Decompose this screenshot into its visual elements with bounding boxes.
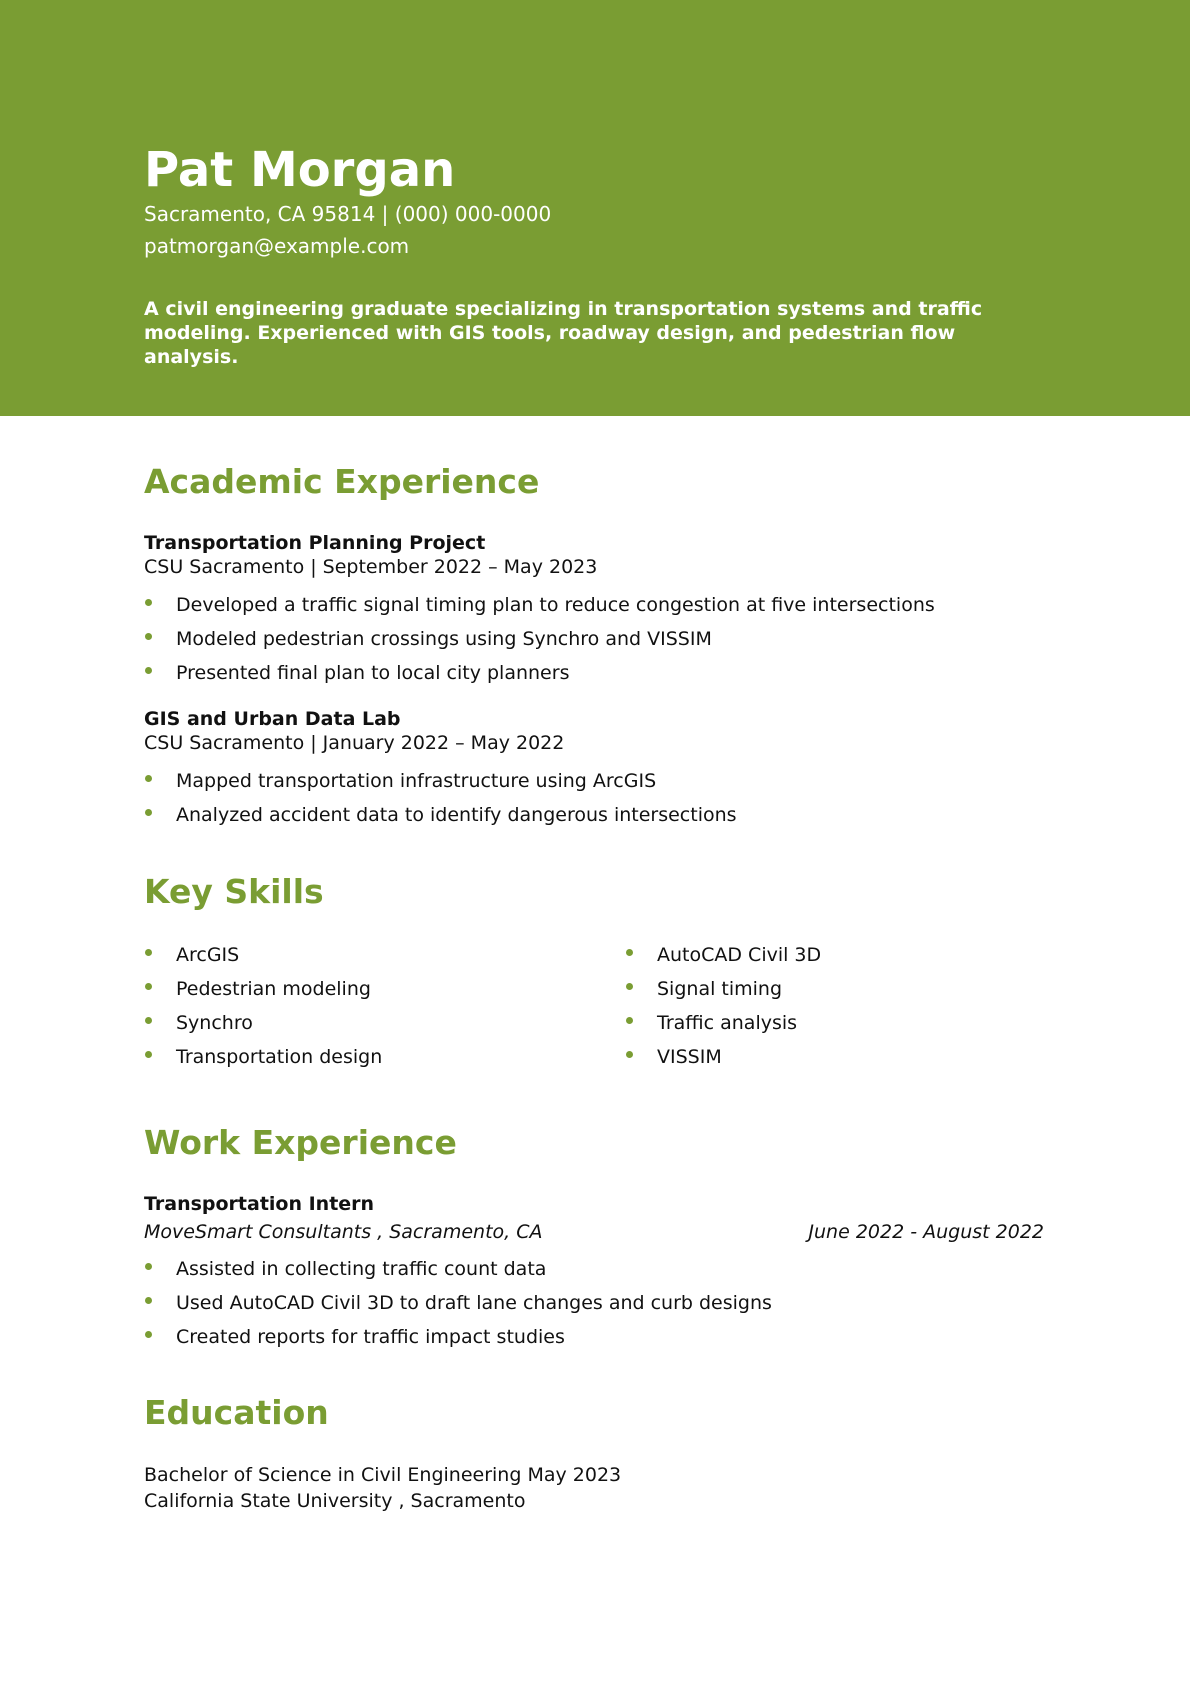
bullet-text: Presented final plan to local city planners — [176, 662, 570, 684]
bullet-icon — [145, 1331, 152, 1338]
section-title-skills: Key Skills — [144, 872, 324, 911]
entry-title: GIS and Urban Data Lab — [144, 708, 401, 730]
bullet-icon — [145, 599, 152, 606]
resume-header — [0, 0, 1190, 416]
bullet-icon — [145, 1051, 152, 1058]
skill-text: Synchro — [176, 1012, 253, 1034]
skill-item — [144, 1006, 382, 1040]
list-item — [144, 656, 935, 690]
list-item — [144, 588, 935, 622]
skill-text: ArcGIS — [176, 944, 240, 966]
professional-summary: A civil engineering graduate specializing in transportation systems and traffic modeling. Experienced with GIS tools, roadway design, and pedestrian flow analysis. — [144, 298, 983, 368]
bullet-icon — [626, 949, 633, 956]
skill-item — [625, 972, 821, 1006]
contact-location-phone: Sacramento, CA 95814 | (000) 000-0000 — [144, 202, 552, 226]
skill-item — [144, 1040, 382, 1074]
bullet-text: Assisted in collecting traffic count data — [176, 1258, 547, 1280]
job-company: MoveSmart Consultants , Sacramento, CA — [144, 1221, 543, 1243]
bullet-icon — [145, 1017, 152, 1024]
list-item — [144, 622, 935, 656]
entry-subtitle: CSU Sacramento | January 2022 – May 2022 — [144, 732, 565, 754]
skill-item — [625, 938, 821, 972]
skills-list-right — [625, 938, 821, 1074]
bullet-text: Modeled pedestrian crossings using Synchro and VISSIM — [176, 628, 712, 650]
entry-title: Transportation Planning Project — [144, 532, 486, 554]
skill-text: Transportation design — [176, 1046, 383, 1068]
skill-item — [144, 938, 382, 972]
bullet-text: Used AutoCAD Civil 3D to draft lane changes and curb designs — [176, 1292, 772, 1314]
skill-item — [625, 1006, 821, 1040]
bullet-icon — [145, 1297, 152, 1304]
bullet-icon — [145, 633, 152, 640]
entry-subtitle: CSU Sacramento | September 2022 – May 2023 — [144, 556, 598, 578]
entry-bullet-list — [144, 588, 935, 690]
list-item — [144, 1320, 772, 1354]
list-item — [144, 798, 737, 832]
section-title-education: Education — [144, 1393, 329, 1432]
bullet-icon — [145, 983, 152, 990]
skill-text: Pedestrian modeling — [176, 978, 371, 1000]
skill-text: VISSIM — [657, 1046, 722, 1068]
bullet-text: Analyzed accident data to identify dangerous intersections — [176, 804, 737, 826]
education-degree: Bachelor of Science in Civil Engineering May 2023 — [144, 1464, 622, 1486]
bullet-icon — [626, 1051, 633, 1058]
skill-text: Signal timing — [657, 978, 783, 1000]
job-bullet-list — [144, 1252, 772, 1354]
bullet-icon — [145, 667, 152, 674]
skills-list-left — [144, 938, 382, 1074]
bullet-text: Created reports for traffic impact studies — [176, 1326, 565, 1348]
contact-email: patmorgan@example.com — [144, 234, 410, 258]
bullet-text: Developed a traffic signal timing plan to reduce congestion at five intersections — [176, 594, 935, 616]
education-school: California State University , Sacramento — [144, 1490, 526, 1512]
bullet-icon — [626, 1017, 633, 1024]
skill-text: Traffic analysis — [657, 1012, 798, 1034]
candidate-name: Pat Morgan — [144, 142, 456, 198]
bullet-icon — [145, 949, 152, 956]
entry-bullet-list — [144, 764, 737, 832]
bullet-icon — [145, 809, 152, 816]
section-title-academic: Academic Experience — [144, 462, 540, 501]
job-dates: June 2022 - August 2022 — [808, 1221, 1044, 1243]
list-item — [144, 764, 737, 798]
bullet-icon — [145, 1263, 152, 1270]
skill-item — [144, 972, 382, 1006]
list-item — [144, 1286, 772, 1320]
skill-item — [625, 1040, 821, 1074]
skill-text: AutoCAD Civil 3D — [657, 944, 822, 966]
bullet-icon — [145, 775, 152, 782]
bullet-icon — [626, 983, 633, 990]
list-item — [144, 1252, 772, 1286]
section-title-work: Work Experience — [144, 1123, 457, 1162]
job-title: Transportation Intern — [144, 1193, 375, 1215]
bullet-text: Mapped transportation infrastructure using ArcGIS — [176, 770, 657, 792]
